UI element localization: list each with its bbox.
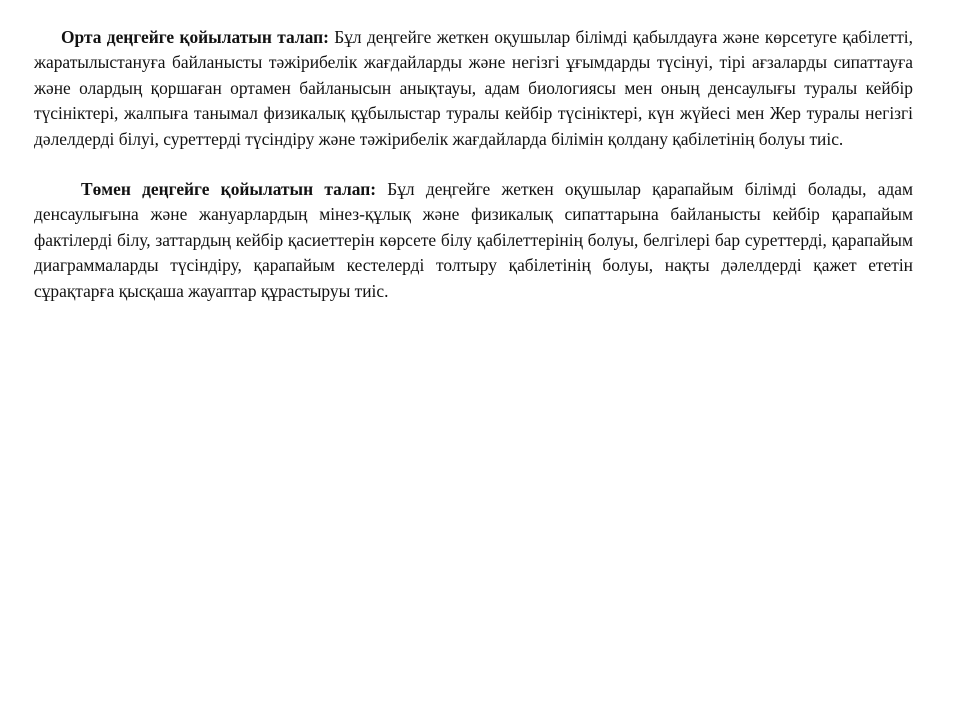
paragraph-heading: Орта деңгейге қойылатын талап: [61, 27, 329, 47]
paragraph-medium-level [34, 25, 913, 152]
paragraph-low-level [34, 177, 913, 304]
paragraph-heading: Төмен деңгейге қойылатын талап: [81, 179, 377, 200]
paragraph-body: Бұл деңгейге жеткен оқушылар қарапайым білімді болады, адам денсаулығына және жануарлардың мінез-құлық және физикалық сипаттарына байланысты кейбір қарапайым фактілерді білу, заттардың кейбір қасиеттерін көрсете білу қабілеттерінің болуы, белгілері бар суреттерді, қарапайым диаграммаларды түсіндіру, қарапайым кестелерді толтыру қабілетінің болуы, нақты дәлелдерді қажет ететін сұрақтарға қысқаша жауаптар құрастыруы тиіс. [34, 179, 913, 301]
paragraph-body: Бұл деңгейге жеткен оқушылар білімді қабылдауға және көрсетуге қабілетті, жаратылыстануға байланысты тәжірибелік жағдайларды және негізгі ұғымдарды түсінуі, тірі ағзаларды сипаттауға және олардың қоршаған ортамен байланысын анықтауы, адам биологиясы мен оның денсаулығы туралы кейбір түсініктері, жалпыға танымал физикалық құбылыстар туралы кейбір түсініктері, күн жүйесі мен Жер туралы негізгі дәлелдерді білуі, суреттерді түсіндіру және тәжірибелік жағдайларда білімін қолдану қабілетінің болуы тиіс. [34, 27, 913, 149]
document-page [34, 25, 913, 304]
